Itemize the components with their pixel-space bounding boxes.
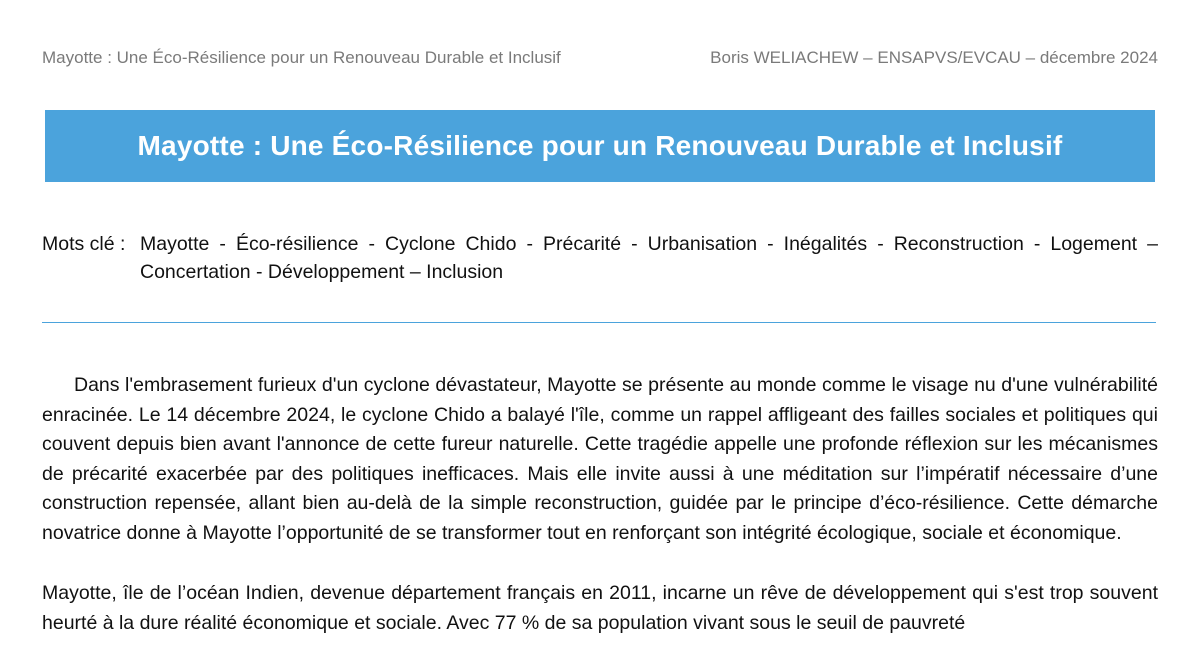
- running-header: [42, 48, 1158, 68]
- running-header-author: Boris WELIACHEW – ENSAPVS/EVCAU – décembre 2024: [710, 48, 1158, 67]
- body-paragraph-1: Dans l'embrasement furieux d'un cyclone dévastateur, Mayotte se présente au monde comme le visage nu d'une vulnérabilité enracinée. Le 14 décembre 2024, le cyclone Chido a balayé l'île, comme un rappel affligeant des failles sociales et politiques qui couvent depuis bien avant l'annonce de cette fureur naturelle. Cette tragédie appelle une profonde réflexion sur les mécanismes de précarité exacerbée par des politiques inefficaces. Mais elle invite aussi à une méditation sur l’impératif nécessaire d’une construction repensée, allant bien au-delà de la simple reconstruction, guidée par le principe d’éco-résilience. Cette démarche novatrice donne à Mayotte l’opportunité de se transformer tout en renforçant son intégrité écologique, sociale et économique.: [42, 374, 1158, 544]
- title-banner: [45, 110, 1155, 182]
- keywords-list: Mayotte - Éco-résilience - Cyclone Chido - Précarité - Urbanisation - Inégalités - Reconstruction - Logement – Concertation - Développement – Inclusion: [140, 233, 1158, 283]
- running-header-title: Mayotte : Une Éco-Résilience pour un Renouveau Durable et Inclusif: [42, 48, 561, 67]
- keywords-label: Mots clé :: [42, 233, 126, 255]
- section-divider: [42, 322, 1156, 323]
- document-title: Mayotte : Une Éco-Résilience pour un Renouveau Durable et Inclusif: [137, 130, 1063, 161]
- keywords-block: [42, 230, 1158, 286]
- body-paragraph-2: Mayotte, île de l’océan Indien, devenue département français en 2011, incarne un rêve de développement qui s'est trop souvent heurté à la dure réalité économique et sociale. Avec 77 % de sa population vivant sous le seuil de pauvreté: [42, 582, 1158, 634]
